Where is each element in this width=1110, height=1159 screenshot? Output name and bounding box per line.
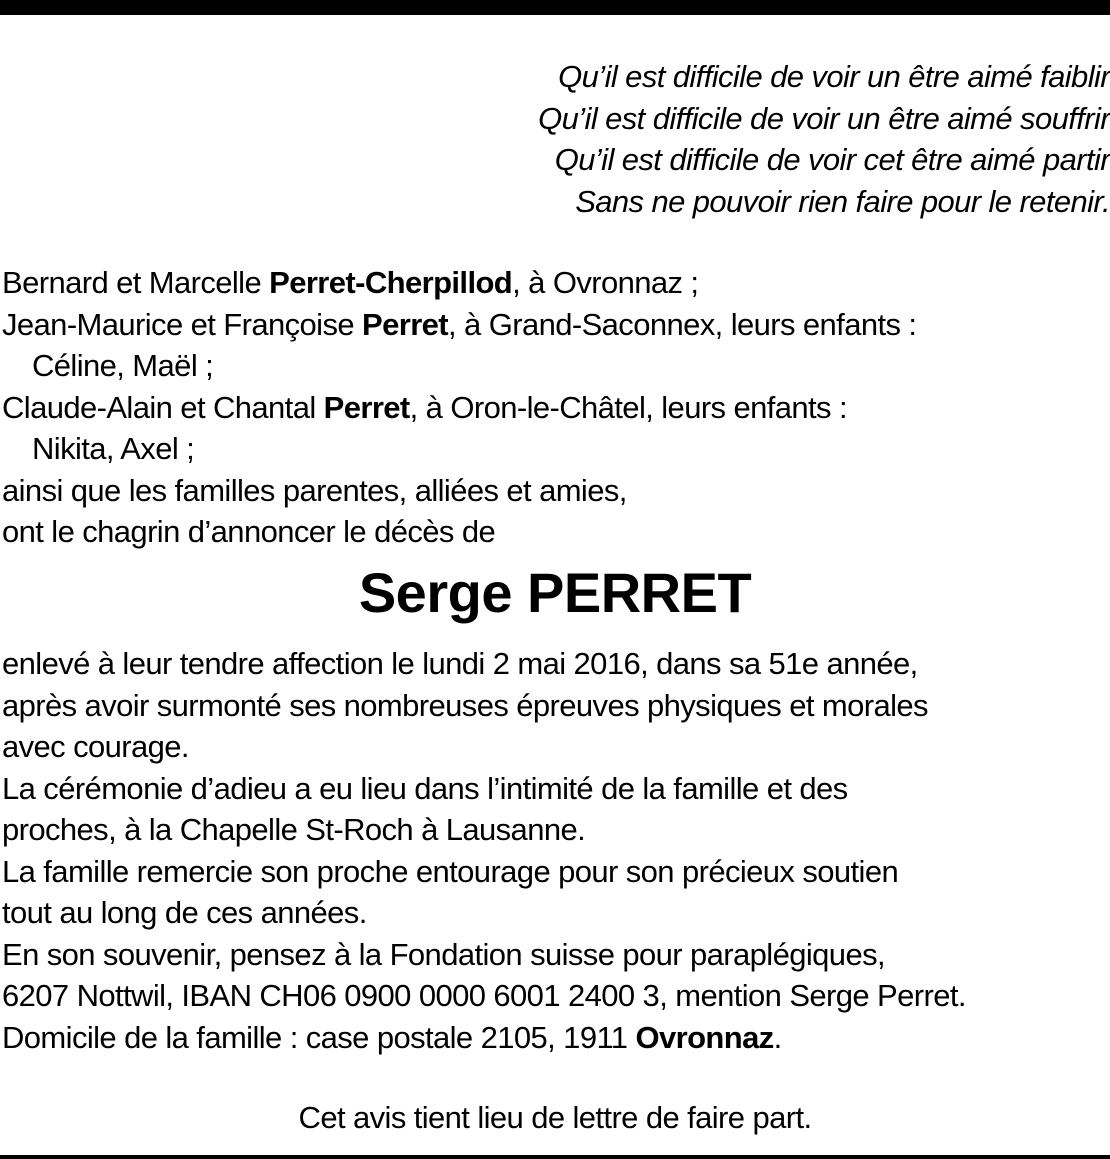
family-line — [2, 387, 1102, 429]
family-text: Bernard et Marcelle — [2, 265, 270, 300]
body-line: avec courage. — [2, 729, 189, 764]
family-line: ainsi que les familles parentes, alliées et amies, — [2, 472, 627, 508]
family-children: Nikita, Axel ; — [32, 431, 195, 466]
top-border-rule — [0, 0, 1110, 15]
address-locality: Ovronnaz — [635, 1019, 774, 1055]
family-address-line — [2, 1017, 1108, 1059]
body-line: enlevé à leur tendre affection le lundi 2 mai 2016, dans sa 51e année, — [2, 646, 918, 681]
announcement-line: ont le chagrin d’annoncer le décès de — [2, 514, 496, 549]
family-text: , à Oron-le-Châtel, leurs enfants : — [409, 389, 847, 425]
family-line — [2, 262, 1102, 304]
body-line: tout au long de ces années. — [2, 895, 367, 930]
family-text: , à Grand-Saconnex, leurs enfants : — [448, 306, 917, 342]
body-line: La cérémonie d’adieu a eu lieu dans l’intimité de la famille et des — [2, 770, 848, 806]
family-text: Claude-Alain et Chantal — [2, 389, 324, 425]
body-line: La famille remercie son proche entourage pour son précieux soutien — [2, 853, 899, 889]
poem-line: Qu’il est difficile de voir un être aimé faiblir — [558, 59, 1110, 94]
address-text: . — [773, 1019, 782, 1055]
family-children: Céline, Maël ; — [32, 348, 214, 383]
deceased-name: Serge PERRET — [358, 561, 752, 624]
notice-body — [2, 643, 1108, 1058]
closing-note: Cet avis tient lieu de lettre de faire part. — [298, 1100, 812, 1135]
family-surname: Perret — [362, 306, 449, 342]
family-text: , à Ovronnaz ; — [512, 265, 699, 300]
address-text: Domicile de la famille : case postale 2105, 1911 — [2, 1019, 636, 1055]
body-line: En son souvenir, pensez à la Fondation suisse pour paraplégiques, — [2, 936, 885, 972]
body-line: 6207 Nottwil, IBAN CH06 0900 0000 6001 2400 3, mention Serge Perret. — [2, 978, 966, 1013]
poem-line: Sans ne pouvoir rien faire pour le retenir. — [575, 183, 1110, 219]
family-surname: Perret-Cherpillod — [269, 265, 513, 300]
poem-line: Qu’il est difficile de voir cet être aimé partir — [554, 142, 1110, 177]
family-surname: Perret — [323, 389, 410, 425]
bottom-border-rule — [0, 1155, 1110, 1159]
family-list — [2, 262, 1102, 553]
poem-line: Qu’il est difficile de voir un être aimé souffrir — [538, 100, 1110, 136]
body-line: proches, à la Chapelle St-Roch à Lausanne. — [2, 812, 586, 847]
family-text: Jean-Maurice et Françoise — [2, 306, 363, 342]
family-line — [2, 304, 1102, 346]
body-line: après avoir surmonté ses nombreuses épreuves physiques et morales — [2, 687, 928, 723]
opening-poem — [310, 56, 1110, 222]
